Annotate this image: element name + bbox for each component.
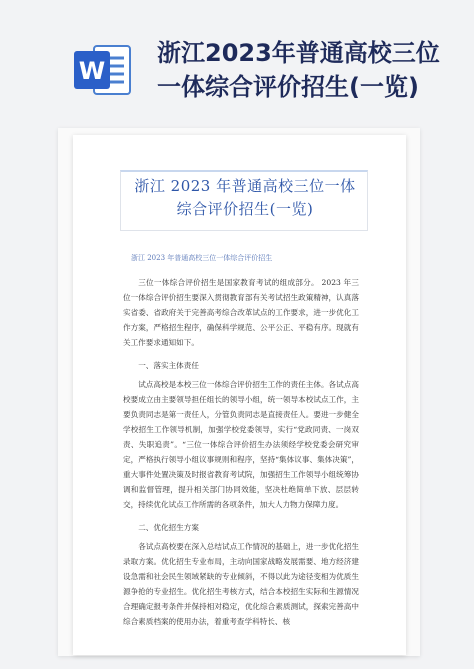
document-subtitle: 浙江 2023 年普通高校三位一体综合评价招生 <box>131 254 273 262</box>
body-paragraph: 三位一体综合评价招生是国家教育考试的组成部分。 2023 年三位一体综合评价招生要深入贯彻教育部有关考试招生政策精神，认真落实省委、省政府关于完善高考综合改革试点的工作要求，进一步优化工作方案，严格招生程序，确保科学规范、公平公正、平稳有序。现就有关工作要求通知如下。 <box>123 278 359 347</box>
body-paragraph: 各试点高校要在深入总结试点工作情况的基础上，进一步优化招生录取方案。优化招生专业布局，主动向国家战略发展需要、地方经济建设急需和社会民生领域紧缺的专业倾斜，不得以此为途径变相为优质生源争抢的专业招生。优化招生考核方式，结合本校招生实际和生源情况合理确定报考条件并保持相对稳定，优化综合素质测试，探索完善高中综合素质档案的使用办法，着重考查学科特长、核 <box>123 542 359 626</box>
page-title-line-2: 一体综合评价招生(一览) <box>157 73 419 101</box>
word-document-icon <box>74 44 132 96</box>
document-page <box>73 135 406 655</box>
section-heading: 二、优化招生方案 <box>138 523 199 532</box>
svg-text:W: W <box>78 57 106 85</box>
page-title-line-1: 浙江2023年普通高校三位 <box>157 39 440 67</box>
header-banner <box>0 0 474 125</box>
body-paragraph: 试点高校是本校三位一体综合评价招生工作的责任主体。各试点高校要成立由主要领导担任组长的领导小组，统一领导本校试点工作，主要负责同志是第一责任人，分管负责同志是直接责任人。要进一步健全学校招生工作领导机制，加强学校党委领导，实行“党政同责、一岗双责、失职追责”。“三位一体综合评价招生办法须经学校党委会研究审定，严格执行领导小组议事规则和程序，坚持“集体议事、集体决策”，重大事件处置决策及时报省教育考试院，加强招生工作领导小组统筹协调和监督管理，提升相关部门协同效能，坚决杜绝简单下放、层层转交，持续优化试点工作所需的各项条件，加大人力物力保障力度。 <box>123 380 359 509</box>
document-title-box <box>120 170 368 231</box>
page-title <box>157 36 457 104</box>
document-body <box>123 275 359 629</box>
document-title: 浙江 2023 年普通高校三位一体综合评价招生(一览) <box>134 177 356 218</box>
section-heading: 一、落实主体责任 <box>138 361 199 370</box>
